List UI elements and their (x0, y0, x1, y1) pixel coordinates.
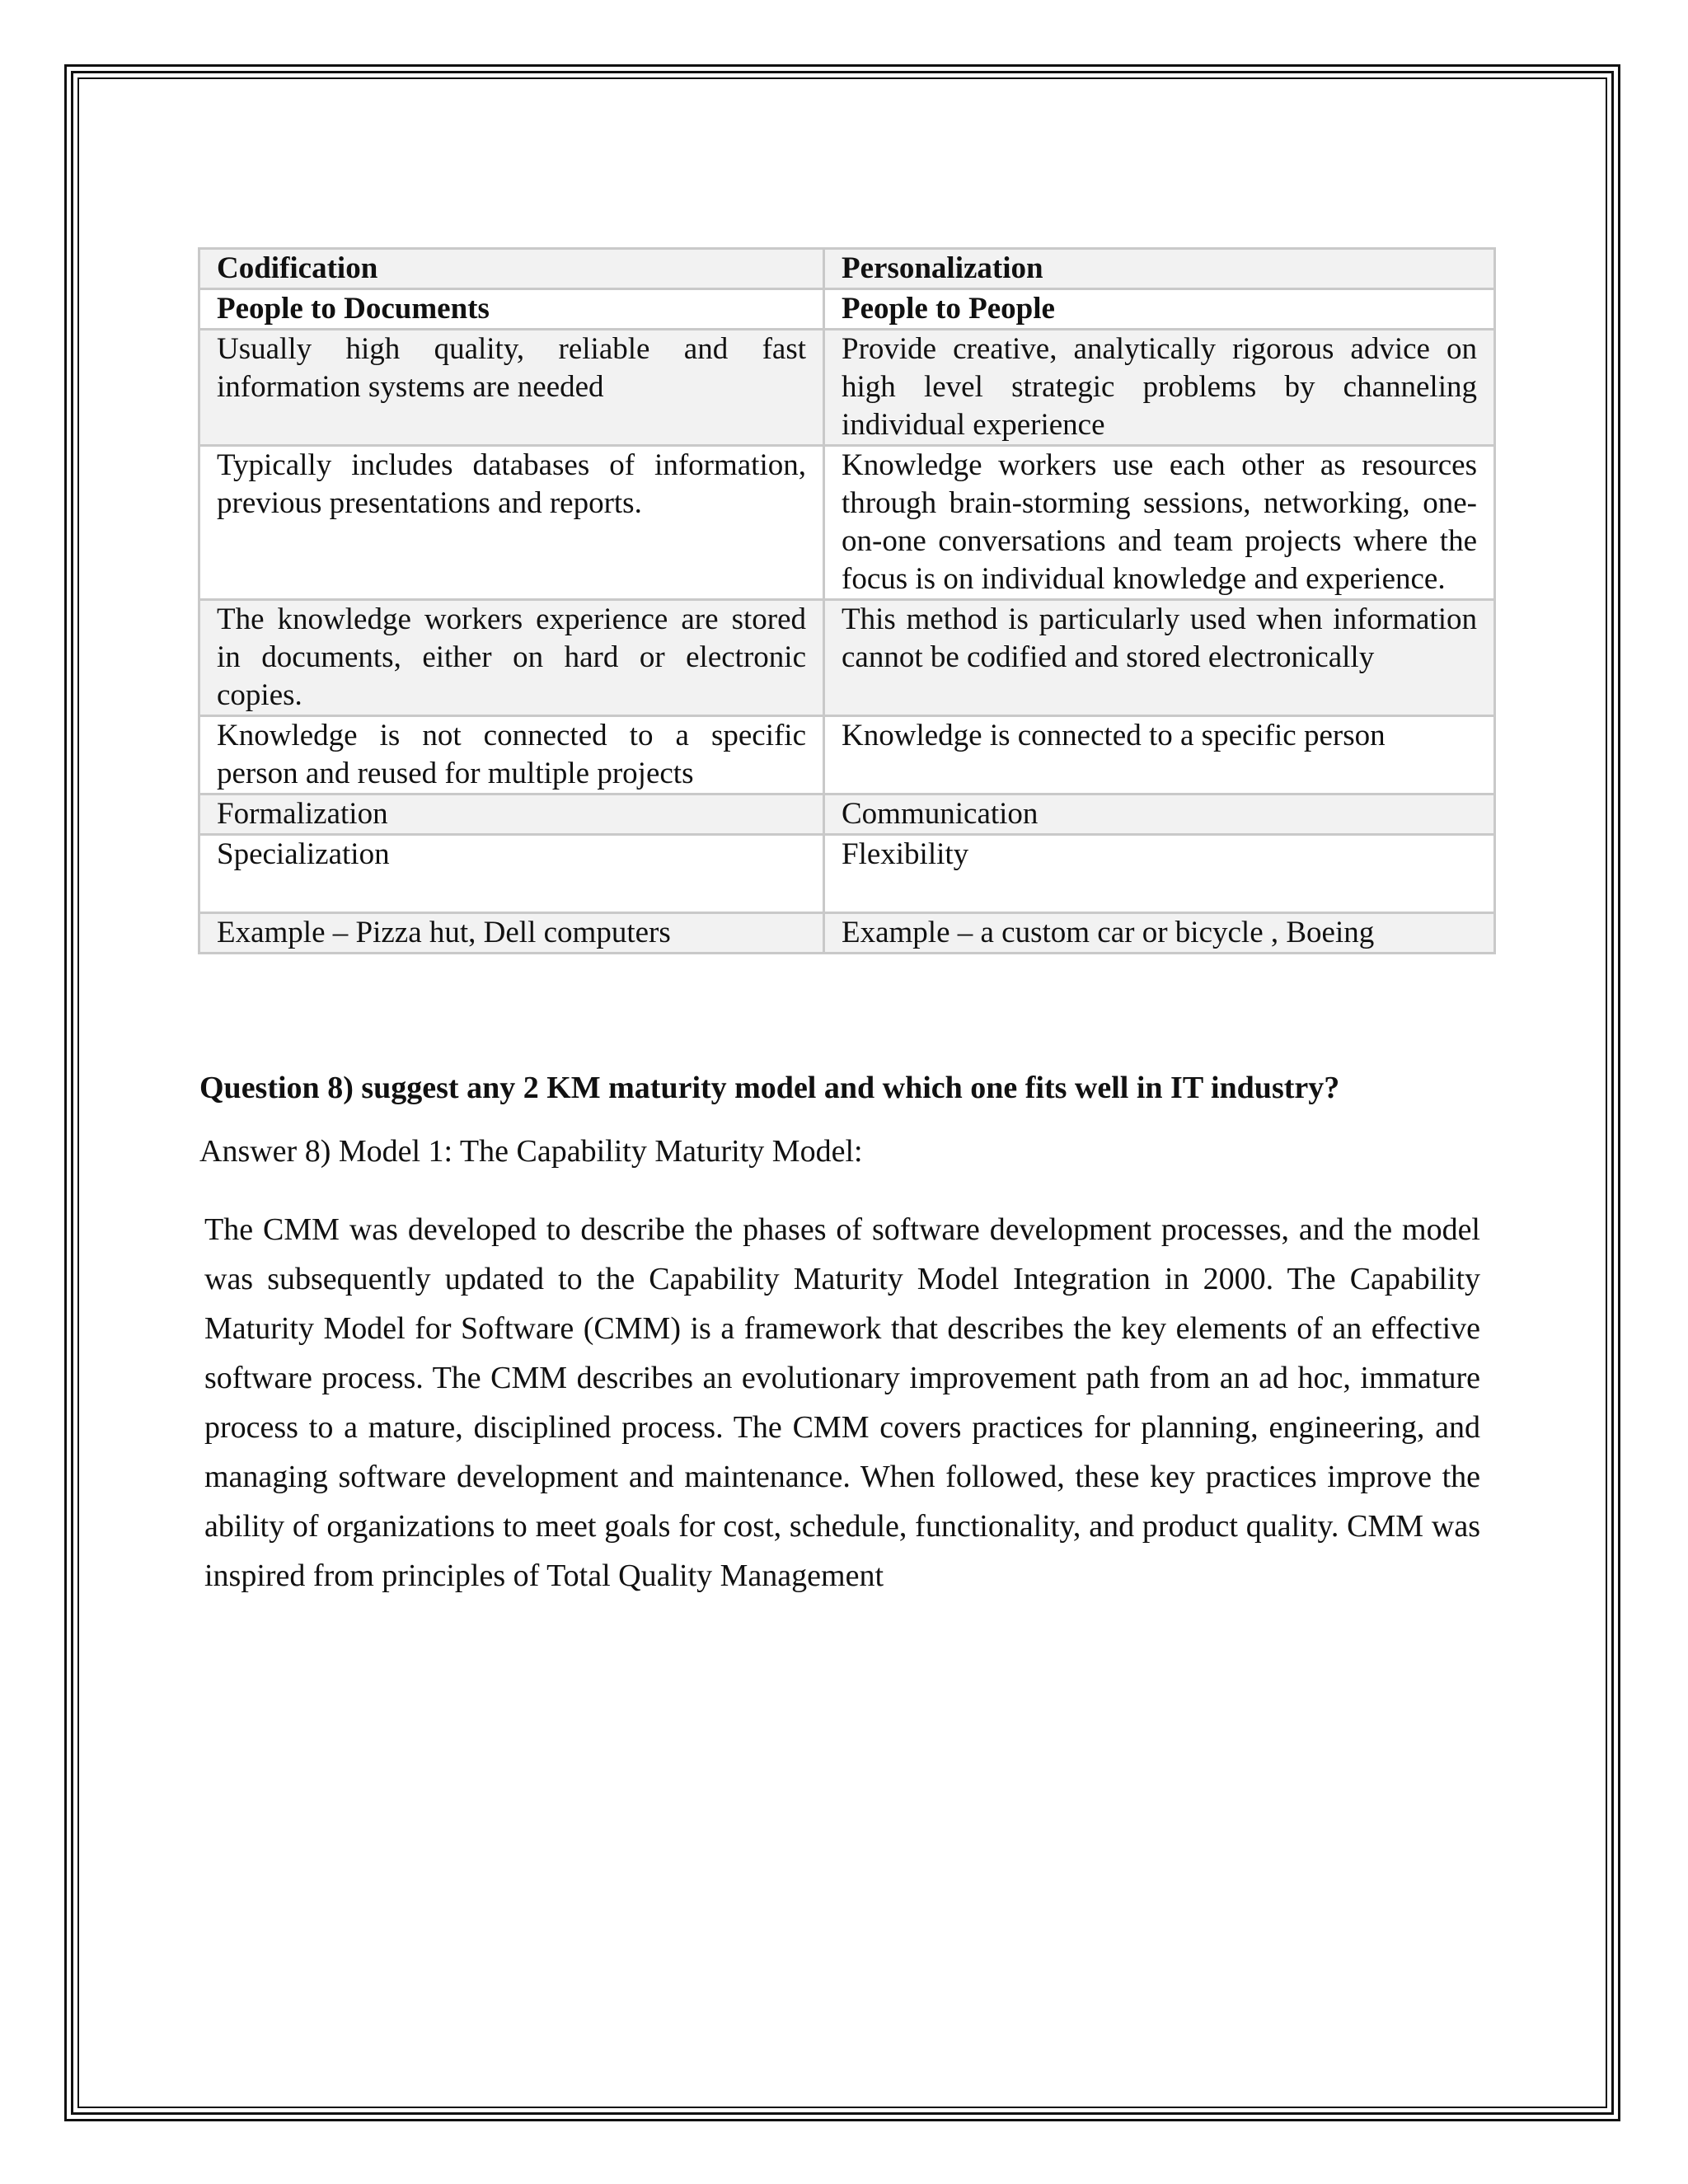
subheader-people-to-people: People to People (824, 289, 1495, 330)
table-row (199, 330, 1495, 446)
table-row (199, 600, 1495, 716)
table-cell-left: Knowledge is not connected to a specific person and reused for multiple projects (199, 716, 824, 794)
table-cell-left: Formalization (199, 794, 824, 835)
header-codification: Codification (199, 249, 824, 289)
table-cell-right: Flexibility (824, 835, 1495, 913)
table-cell-left: Usually high quality, reliable and fast information systems are needed (199, 330, 824, 446)
table-cell-left: Specialization (199, 835, 824, 913)
table-cell-right: Example – a custom car or bicycle , Boeing (824, 913, 1495, 954)
cmm-paragraph: The CMM was developed to describe the phases of software development processes, and the model was subsequently updated to the Capability Maturity Model Integration in 2000. The Capability Maturity Model for Software (CMM) is a framework that describes the key elements of an effective software process. The CMM describes an evolutionary improvement path from an ad hoc, immature process to a mature, disciplined process. The CMM covers practices for planning, engineering, and managing software development and maintenance. When followed, these key practices improve the ability of organizations to meet goals for cost, schedule, functionality, and product quality. CMM was inspired from principles of Total Quality Management (204, 1212, 1480, 1593)
subheader-people-to-documents: People to Documents (199, 289, 824, 330)
table-row (199, 913, 1495, 954)
question-heading: Question 8) suggest any 2 KM maturity model and which one fits well in IT industry? (199, 1071, 1340, 1105)
table-cell-right: Communication (824, 794, 1495, 835)
table-header-row (199, 249, 1495, 289)
table-row (199, 794, 1495, 835)
table-cell-left: Typically includes databases of information, previous presentations and reports. (199, 446, 824, 600)
table-cell-right: Provide creative, analytically rigorous advice on high level strategic problems by channeling individual experience (824, 330, 1495, 446)
table-row (199, 446, 1495, 600)
table-row (199, 835, 1495, 913)
table-cell-right: Knowledge workers use each other as resources through brain-storming sessions, networking, one-on-one conversations and team projects where the focus is on individual knowledge and experience. (824, 446, 1495, 600)
header-personalization: Personalization (824, 249, 1495, 289)
answer-heading: Answer 8) Model 1: The Capability Maturity Model: (199, 1134, 863, 1169)
table-cell-left: The knowledge workers experience are stored in documents, either on hard or electronic copies. (199, 600, 824, 716)
table-cell-left: Example – Pizza hut, Dell computers (199, 913, 824, 954)
table-cell-right: Knowledge is connected to a specific person (824, 716, 1495, 794)
table-cell-right: This method is particularly used when information cannot be codified and stored electronically (824, 600, 1495, 716)
table-subheader-row (199, 289, 1495, 330)
codification-personalization-table (198, 247, 1496, 954)
table-row (199, 716, 1495, 794)
